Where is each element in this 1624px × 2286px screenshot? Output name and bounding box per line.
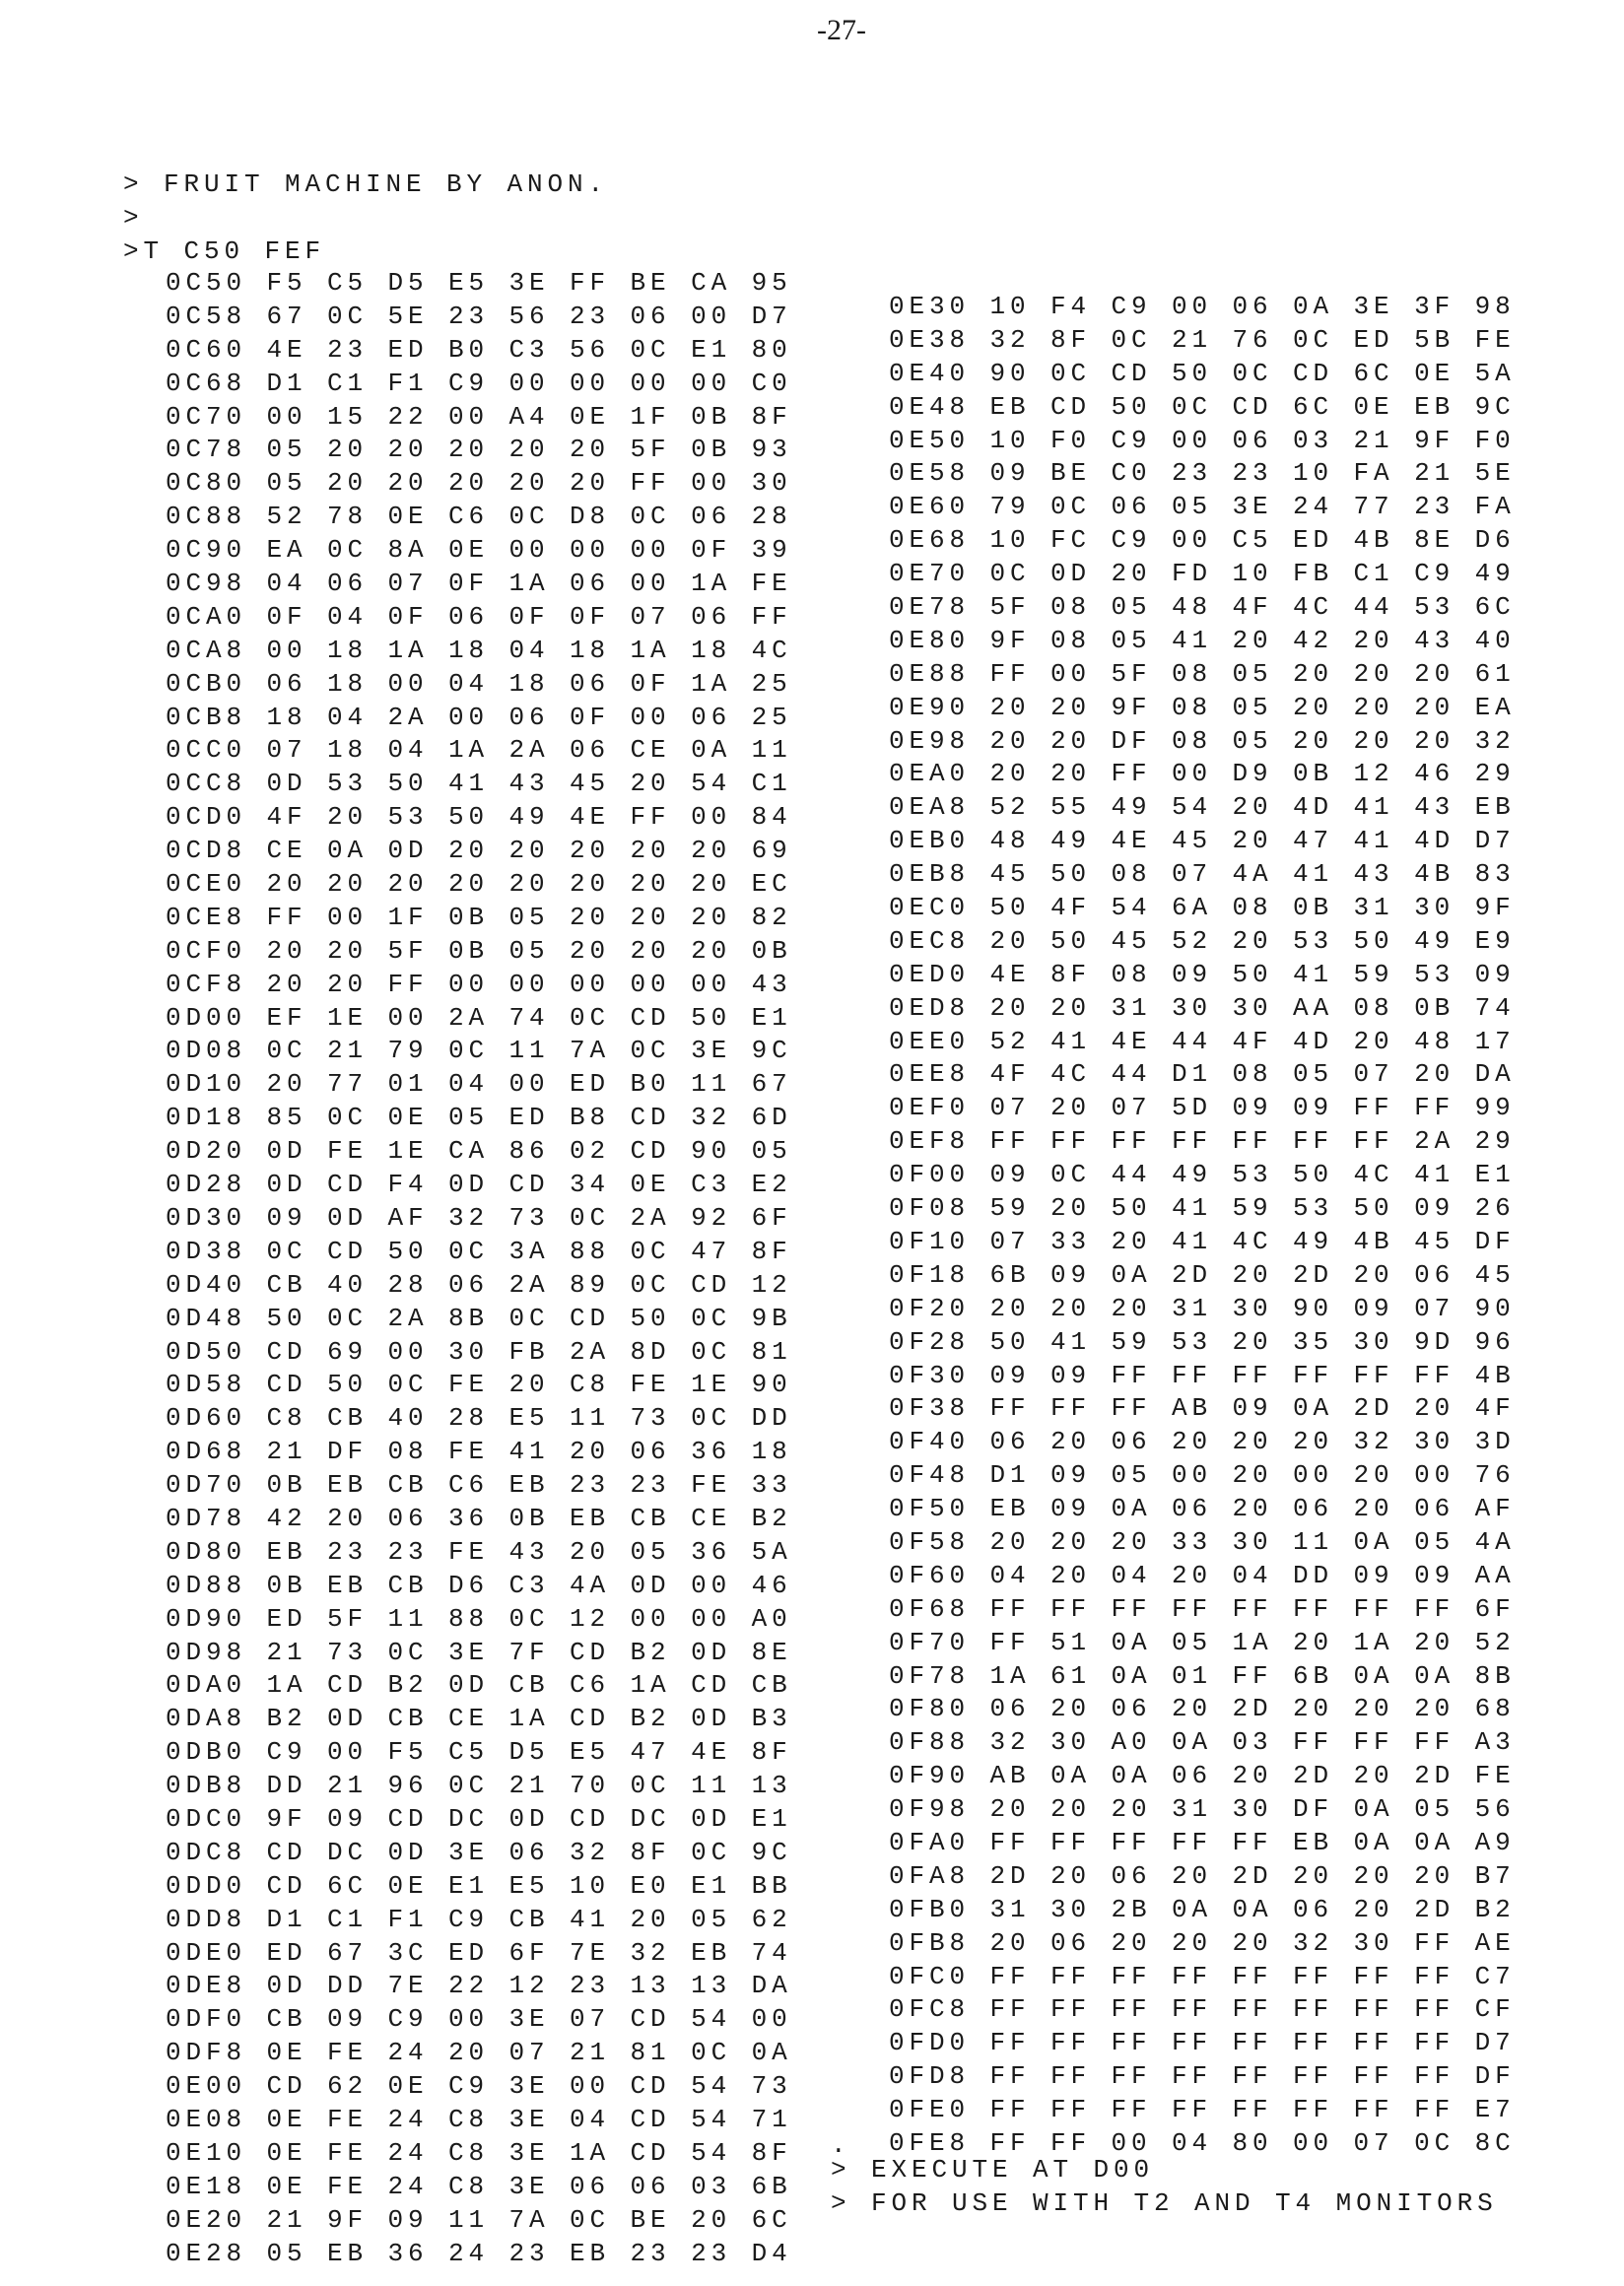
hex-dump-row: 0EB8 45 50 08 07 4A 41 43 4B 83 bbox=[889, 859, 1516, 890]
program-title: > FRUIT MACHINE BY ANON. bbox=[123, 169, 609, 199]
hex-dump-row: 0C90 EA 0C 8A 0E 00 00 00 0F 39 bbox=[166, 535, 792, 566]
hex-dump-row: 0D10 20 77 01 04 00 ED B0 11 67 bbox=[166, 1069, 792, 1100]
end-marker: . bbox=[831, 2130, 851, 2160]
hex-dump-row: 0DE8 0D DD 7E 22 12 23 13 13 DA bbox=[166, 1971, 792, 2001]
hex-dump-row: 0DD0 CD 6C 0E E1 E5 10 E0 E1 BB bbox=[166, 1870, 792, 1901]
hex-dump-row: 0EC0 50 4F 54 6A 08 0B 31 30 9F bbox=[889, 893, 1516, 923]
hex-dump-row: 0E90 20 20 9F 08 05 20 20 20 EA bbox=[889, 692, 1516, 722]
hex-dump-row: 0E28 05 EB 36 24 23 EB 23 23 D4 bbox=[166, 2238, 792, 2268]
hex-dump-row: 0D38 0C CD 50 0C 3A 88 0C 47 8F bbox=[166, 1236, 792, 1266]
hex-dump-row: 0EE0 52 41 4E 44 4F 4D 20 48 17 bbox=[889, 1026, 1516, 1056]
hex-dump-row: 0FD0 FF FF FF FF FF FF FF FF D7 bbox=[889, 2028, 1516, 2058]
hex-dump-row: 0CF8 20 20 FF 00 00 00 00 00 43 bbox=[166, 969, 792, 999]
hex-dump-row: 0E40 90 0C CD 50 0C CD 6C 0E 5A bbox=[889, 358, 1516, 388]
hex-dump-row: 0D60 C8 CB 40 28 E5 11 73 0C DD bbox=[166, 1403, 792, 1434]
hex-dump-row: 0FC8 FF FF FF FF FF FF FF FF CF bbox=[889, 1994, 1516, 2025]
hex-dump-row: 0E60 79 0C 06 05 3E 24 77 23 FA bbox=[889, 492, 1516, 522]
hex-dump-row: 0CB8 18 04 2A 00 06 0F 00 06 25 bbox=[166, 702, 792, 732]
hex-dump-row: 0D58 CD 50 0C FE 20 C8 FE 1E 90 bbox=[166, 1370, 792, 1400]
hex-dump-row: 0F98 20 20 20 31 30 DF 0A 05 56 bbox=[889, 1794, 1516, 1825]
hex-dump-row: 0CC0 07 18 04 1A 2A 06 CE 0A 11 bbox=[166, 735, 792, 766]
hex-dump-row: 0CC8 0D 53 50 41 43 45 20 54 C1 bbox=[166, 769, 792, 799]
hex-dump-left-column bbox=[166, 266, 792, 2269]
hex-dump-row: 0D18 85 0C 0E 05 ED B8 CD 32 6D bbox=[166, 1103, 792, 1133]
hex-dump-row: 0DC0 9F 09 CD DC 0D CD DC 0D E1 bbox=[166, 1803, 792, 1834]
hex-dump-row: 0F60 04 20 04 20 04 DD 09 09 AA bbox=[889, 1560, 1516, 1590]
hex-dump-row: 0FD8 FF FF FF FF FF FF FF FF DF bbox=[889, 2061, 1516, 2092]
hex-dump-right-column bbox=[889, 290, 1516, 2160]
hex-dump-row: 0EE8 4F 4C 44 D1 08 05 07 20 DA bbox=[889, 1059, 1516, 1090]
page-number: -27- bbox=[817, 14, 866, 46]
hex-dump-row: 0E98 20 20 DF 08 05 20 20 20 32 bbox=[889, 725, 1516, 756]
hex-dump-row: 0FA0 FF FF FF FF FF EB 0A 0A A9 bbox=[889, 1827, 1516, 1857]
hex-dump-row: 0E08 0E FE 24 C8 3E 04 CD 54 71 bbox=[166, 2104, 792, 2134]
hex-dump-row: 0DB0 C9 00 F5 C5 D5 E5 47 4E 8F bbox=[166, 1737, 792, 1768]
hex-dump-row: 0F48 D1 09 05 00 20 00 20 00 76 bbox=[889, 1460, 1516, 1491]
hex-dump-row: 0FB0 31 30 2B 0A 0A 06 20 2D B2 bbox=[889, 1894, 1516, 1924]
hex-dump-row: 0DA0 1A CD B2 0D CB C6 1A CD CB bbox=[166, 1670, 792, 1701]
hex-dump-row: 0DA8 B2 0D CB CE 1A CD B2 0D B3 bbox=[166, 1704, 792, 1734]
hex-dump-row: 0D40 CB 40 28 06 2A 89 0C CD 12 bbox=[166, 1269, 792, 1300]
hex-dump-row: 0D30 09 0D AF 32 73 0C 2A 92 6F bbox=[166, 1202, 792, 1233]
hex-dump-row: 0CA0 0F 04 0F 06 0F 0F 07 06 FF bbox=[166, 601, 792, 632]
hex-dump-row: 0EF8 FF FF FF FF FF FF FF 2A 29 bbox=[889, 1126, 1516, 1157]
hex-dump-row: 0DD8 D1 C1 F1 C9 CB 41 20 05 62 bbox=[166, 1904, 792, 1934]
hex-dump-row: 0C68 D1 C1 F1 C9 00 00 00 00 C0 bbox=[166, 368, 792, 398]
hex-dump-row: 0F30 09 09 FF FF FF FF FF FF 4B bbox=[889, 1360, 1516, 1390]
hex-dump-row: 0DC8 CD DC 0D 3E 06 32 8F 0C 9C bbox=[166, 1837, 792, 1867]
hex-dump-row: 0CE8 FF 00 1F 0B 05 20 20 20 82 bbox=[166, 902, 792, 932]
hex-dump-row: 0D48 50 0C 2A 8B 0C CD 50 0C 9B bbox=[166, 1303, 792, 1333]
hex-dump-row: 0E80 9F 08 05 41 20 42 20 43 40 bbox=[889, 625, 1516, 655]
hex-dump-row: 0E78 5F 08 05 48 4F 4C 44 53 6C bbox=[889, 592, 1516, 623]
hex-dump-row: 0C60 4E 23 ED B0 C3 56 0C E1 80 bbox=[166, 334, 792, 365]
hex-dump-row: 0C88 52 78 0E C6 0C D8 0C 06 28 bbox=[166, 502, 792, 532]
hex-dump-row: 0E30 10 F4 C9 00 06 0A 3E 3F 98 bbox=[889, 292, 1516, 321]
hex-dump-row: 0FB8 20 06 20 20 20 32 30 FF AE bbox=[889, 1927, 1516, 1958]
hex-dump-row: 0C98 04 06 07 0F 1A 06 00 1A FE bbox=[166, 569, 792, 599]
hex-dump-row: 0CE0 20 20 20 20 20 20 20 20 EC bbox=[166, 869, 792, 900]
monitor-note: > FOR USE WITH T2 AND T4 MONITORS bbox=[831, 2188, 1498, 2218]
hex-dump-row: 0FE8 FF FF 00 04 80 00 07 0C 8C bbox=[889, 2127, 1516, 2158]
hex-dump-row: 0F70 FF 51 0A 05 1A 20 1A 20 52 bbox=[889, 1627, 1516, 1657]
hex-dump-row: 0CA8 00 18 1A 18 04 18 1A 18 4C bbox=[166, 635, 792, 665]
hex-dump-row: 0D50 CD 69 00 30 FB 2A 8D 0C 81 bbox=[166, 1336, 792, 1367]
hex-dump-row: 0EC8 20 50 45 52 20 53 50 49 E9 bbox=[889, 925, 1516, 956]
hex-dump-row: 0F10 07 33 20 41 4C 49 4B 45 DF bbox=[889, 1226, 1516, 1256]
hex-dump-row: 0FE0 FF FF FF FF FF FF FF FF E7 bbox=[889, 2095, 1516, 2125]
hex-dump-row: 0F88 32 30 A0 0A 03 FF FF FF A3 bbox=[889, 1727, 1516, 1758]
hex-dump-row: 0F00 09 0C 44 49 53 50 4C 41 E1 bbox=[889, 1160, 1516, 1190]
hex-dump-row: 0E48 EB CD 50 0C CD 6C 0E EB 9C bbox=[889, 391, 1516, 422]
hex-dump-row: 0F68 FF FF FF FF FF FF FF FF 6F bbox=[889, 1593, 1516, 1624]
hex-dump-row: 0F08 59 20 50 41 59 53 50 09 26 bbox=[889, 1193, 1516, 1224]
hex-dump-row: 0D70 0B EB CB C6 EB 23 23 FE 33 bbox=[166, 1470, 792, 1501]
hex-dump-row: 0F28 50 41 59 53 20 35 30 9D 96 bbox=[889, 1326, 1516, 1357]
hex-dump-row: 0D20 0D FE 1E CA 86 02 CD 90 05 bbox=[166, 1136, 792, 1167]
hex-dump-row: 0ED0 4E 8F 08 09 50 41 59 53 09 bbox=[889, 959, 1516, 989]
hex-dump-row: 0E38 32 8F 0C 21 76 0C ED 5B FE bbox=[889, 324, 1516, 355]
hex-dump-row: 0ED8 20 20 31 30 30 AA 08 0B 74 bbox=[889, 992, 1516, 1023]
hex-dump-row: 0D78 42 20 06 36 0B EB CB CE B2 bbox=[166, 1503, 792, 1533]
hex-dump-row: 0D88 0B EB CB D6 C3 4A 0D 00 46 bbox=[166, 1570, 792, 1600]
hex-dump-row: 0F20 20 20 20 31 30 90 09 07 90 bbox=[889, 1293, 1516, 1323]
hex-dump-row: 0F80 06 20 06 20 2D 20 20 20 68 bbox=[889, 1694, 1516, 1724]
tabulate-command: >T C50 FEF bbox=[123, 236, 326, 266]
hex-dump-row: 0E18 0E FE 24 C8 3E 06 06 03 6B bbox=[166, 2171, 792, 2201]
hex-dump-row: 0FA8 2D 20 06 20 2D 20 20 20 B7 bbox=[889, 1860, 1516, 1891]
hex-dump-row: 0F18 6B 09 0A 2D 20 2D 20 06 45 bbox=[889, 1259, 1516, 1290]
hex-dump-row: 0D98 21 73 0C 3E 7F CD B2 0D 8E bbox=[166, 1637, 792, 1667]
hex-dump-row: 0E70 0C 0D 20 FD 10 FB C1 C9 49 bbox=[889, 559, 1516, 589]
hex-dump-row: 0F90 AB 0A 0A 06 20 2D 20 2D FE bbox=[889, 1761, 1516, 1791]
hex-dump-row: 0EA8 52 55 49 54 20 4D 41 43 EB bbox=[889, 792, 1516, 823]
hex-dump-row: 0FC0 FF FF FF FF FF FF FF FF C7 bbox=[889, 1961, 1516, 1991]
hex-dump-row: 0DE0 ED 67 3C ED 6F 7E 32 EB 74 bbox=[166, 1937, 792, 1968]
hex-dump-row: 0F50 EB 09 0A 06 20 06 20 06 AF bbox=[889, 1494, 1516, 1524]
hex-dump-row: 0CF0 20 20 5F 0B 05 20 20 20 0B bbox=[166, 935, 792, 966]
hex-dump-row: 0C70 00 15 22 00 A4 0E 1F 0B 8F bbox=[166, 401, 792, 432]
hex-dump-row: 0F38 FF FF FF AB 09 0A 2D 20 4F bbox=[889, 1393, 1516, 1424]
hex-dump-row: 0E20 21 9F 09 11 7A 0C BE 20 6C bbox=[166, 2204, 792, 2235]
hex-dump-row: 0E88 FF 00 5F 08 05 20 20 20 61 bbox=[889, 658, 1516, 689]
hex-dump-row: 0EB0 48 49 4E 45 20 47 41 4D D7 bbox=[889, 826, 1516, 856]
hex-dump-row: 0E58 09 BE C0 23 23 10 FA 21 5E bbox=[889, 458, 1516, 489]
hex-dump-row: 0D80 EB 23 23 FE 43 20 05 36 5A bbox=[166, 1536, 792, 1567]
hex-dump-row: 0C80 05 20 20 20 20 20 FF 00 30 bbox=[166, 468, 792, 499]
hex-dump-row: 0D00 EF 1E 00 2A 74 0C CD 50 E1 bbox=[166, 1002, 792, 1033]
hex-dump-row: 0EA0 20 20 FF 00 D9 0B 12 46 29 bbox=[889, 759, 1516, 789]
hex-dump-row: 0F78 1A 61 0A 01 FF 6B 0A 0A 8B bbox=[889, 1660, 1516, 1691]
hex-dump-row: 0DB8 DD 21 96 0C 21 70 0C 11 13 bbox=[166, 1771, 792, 1801]
hex-dump-row: 0E68 10 FC C9 00 C5 ED 4B 8E D6 bbox=[889, 525, 1516, 556]
hex-dump-row: 0DF0 CB 09 C9 00 3E 07 CD 54 00 bbox=[166, 2004, 792, 2035]
hex-dump-row: 0E10 0E FE 24 C8 3E 1A CD 54 8F bbox=[166, 2137, 792, 2168]
hex-dump-row: 0C78 05 20 20 20 20 20 5F 0B 93 bbox=[166, 435, 792, 465]
hex-dump-row: 0CD0 4F 20 53 50 49 4E FF 00 84 bbox=[166, 802, 792, 833]
hex-dump-row: 0C58 67 0C 5E 23 56 23 06 00 D7 bbox=[166, 301, 792, 331]
hex-dump-row: 0E50 10 F0 C9 00 06 03 21 9F F0 bbox=[889, 425, 1516, 455]
hex-dump-row: 0F58 20 20 20 33 30 11 0A 05 4A bbox=[889, 1526, 1516, 1557]
hex-dump-row: 0D90 ED 5F 11 88 0C 12 00 00 A0 bbox=[166, 1603, 792, 1634]
hex-dump-row: 0E00 CD 62 0E C9 3E 00 CD 54 73 bbox=[166, 2071, 792, 2102]
hex-dump-row: 0D68 21 DF 08 FE 41 20 06 36 18 bbox=[166, 1437, 792, 1467]
hex-dump-row: 0D28 0D CD F4 0D CD 34 0E C3 E2 bbox=[166, 1170, 792, 1200]
hex-dump-row: 0DF8 0E FE 24 20 07 21 81 0C 0A bbox=[166, 2038, 792, 2068]
hex-dump-row: 0F40 06 20 06 20 20 20 32 30 3D bbox=[889, 1427, 1516, 1457]
execute-note: > EXECUTE AT D00 bbox=[831, 2155, 1155, 2185]
blank-prompt: > bbox=[123, 203, 144, 233]
hex-dump-row: 0CD8 CE 0A 0D 20 20 20 20 20 69 bbox=[166, 836, 792, 866]
hex-dump-row: 0D08 0C 21 79 0C 11 7A 0C 3E 9C bbox=[166, 1036, 792, 1066]
hex-dump-row: 0C50 F5 C5 D5 E5 3E FF BE CA 95 bbox=[166, 268, 792, 298]
hex-dump-row: 0EF0 07 20 07 5D 09 09 FF FF 99 bbox=[889, 1093, 1516, 1123]
hex-dump-row: 0CB0 06 18 00 04 18 06 0F 1A 25 bbox=[166, 668, 792, 699]
